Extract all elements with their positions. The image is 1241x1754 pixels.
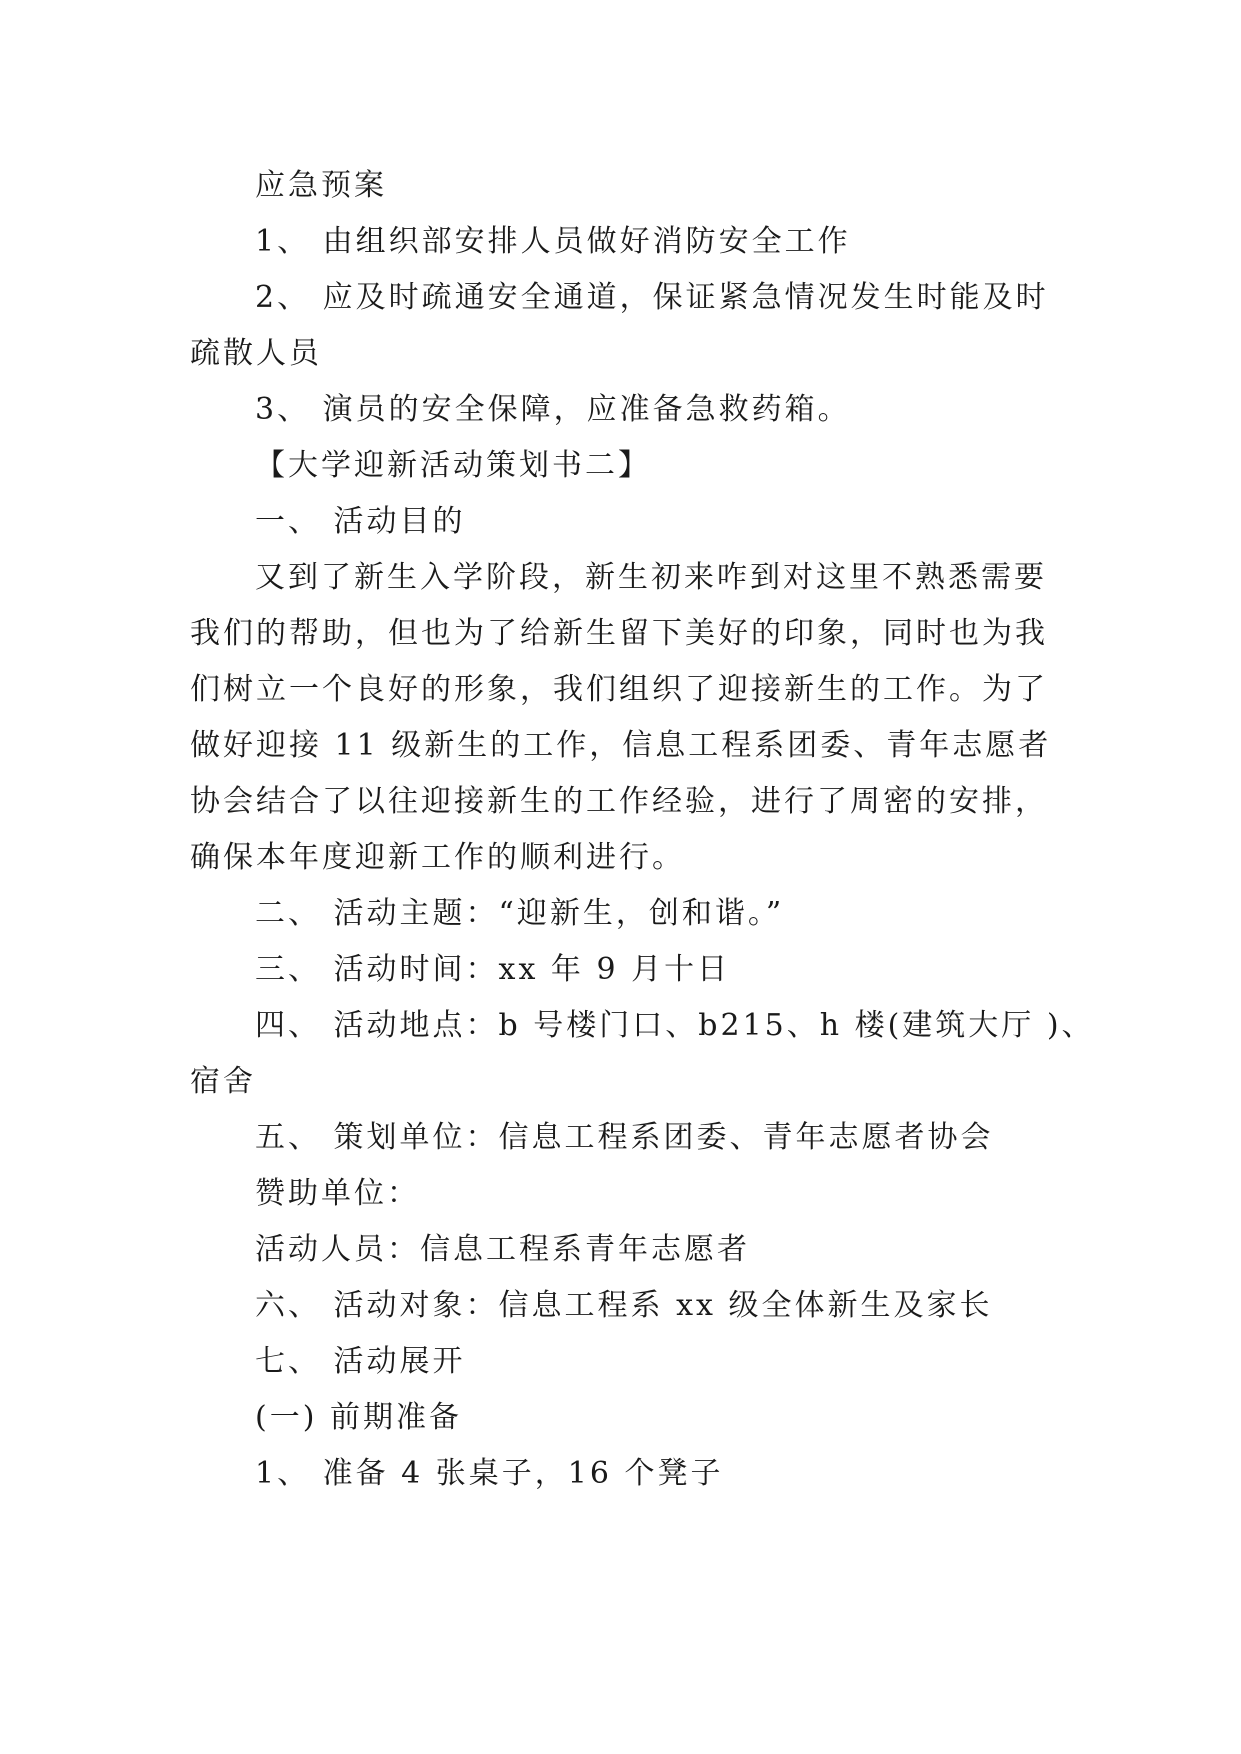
section-heading-organizer: 五、 策划单位：信息工程系团委、青年志愿者协会 [255, 1120, 994, 1155]
paragraph-line: 又到了新生入学阶段，新生初来咋到对这里不熟悉需要 [255, 560, 1047, 595]
section-heading-execution: 七、 活动展开 [255, 1344, 466, 1379]
sponsor-line: 赞助单位： [255, 1176, 420, 1211]
subsection-heading-preparation: (一) 前期准备 [255, 1400, 462, 1435]
paragraph-line: 做好迎接 11 级新生的工作，信息工程系团委、青年志愿者 [190, 728, 1052, 763]
emergency-item-2: 2、 应及时疏通安全通道，保证紧急情况发生时能及时 [255, 280, 1049, 315]
preparation-item-1: 1、 准备 4 张桌子，16 个凳子 [255, 1456, 724, 1491]
paragraph-line: 们树立一个良好的形象，我们组织了迎接新生的工作。为了 [190, 672, 1048, 707]
section-heading-time: 三、 活动时间：xx 年 9 月十日 [255, 952, 731, 987]
section-heading-location: 四、 活动地点：b 号楼门口、b215、h 楼(建筑大厅 )、 [255, 1008, 1095, 1043]
emergency-item-1: 1、 由组织部安排人员做好消防安全工作 [255, 224, 851, 259]
emergency-item-2-continued: 疏散人员 [190, 336, 322, 371]
section-heading-audience: 六、 活动对象：信息工程系 xx 级全体新生及家长 [255, 1288, 993, 1323]
paragraph-line: 确保本年度迎新工作的顺利进行。 [190, 840, 685, 875]
section-heading-purpose: 一、 活动目的 [255, 504, 466, 539]
location-continued: 宿舍 [190, 1064, 256, 1099]
section-heading-emergency-plan: 应急预案 [255, 168, 387, 203]
paragraph-line: 协会结合了以往迎接新生的工作经验，进行了周密的安排， [190, 784, 1048, 819]
paragraph-line: 我们的帮助，但也为了给新生留下美好的印象，同时也为我 [190, 616, 1048, 651]
staff-line: 活动人员：信息工程系青年志愿者 [255, 1232, 750, 1267]
emergency-item-3: 3、 演员的安全保障，应准备急救药箱。 [255, 392, 851, 427]
document-title: 【大学迎新活动策划书二】 [255, 448, 651, 483]
section-heading-theme: 二、 活动主题：“迎新生，创和谐。” [255, 896, 785, 931]
